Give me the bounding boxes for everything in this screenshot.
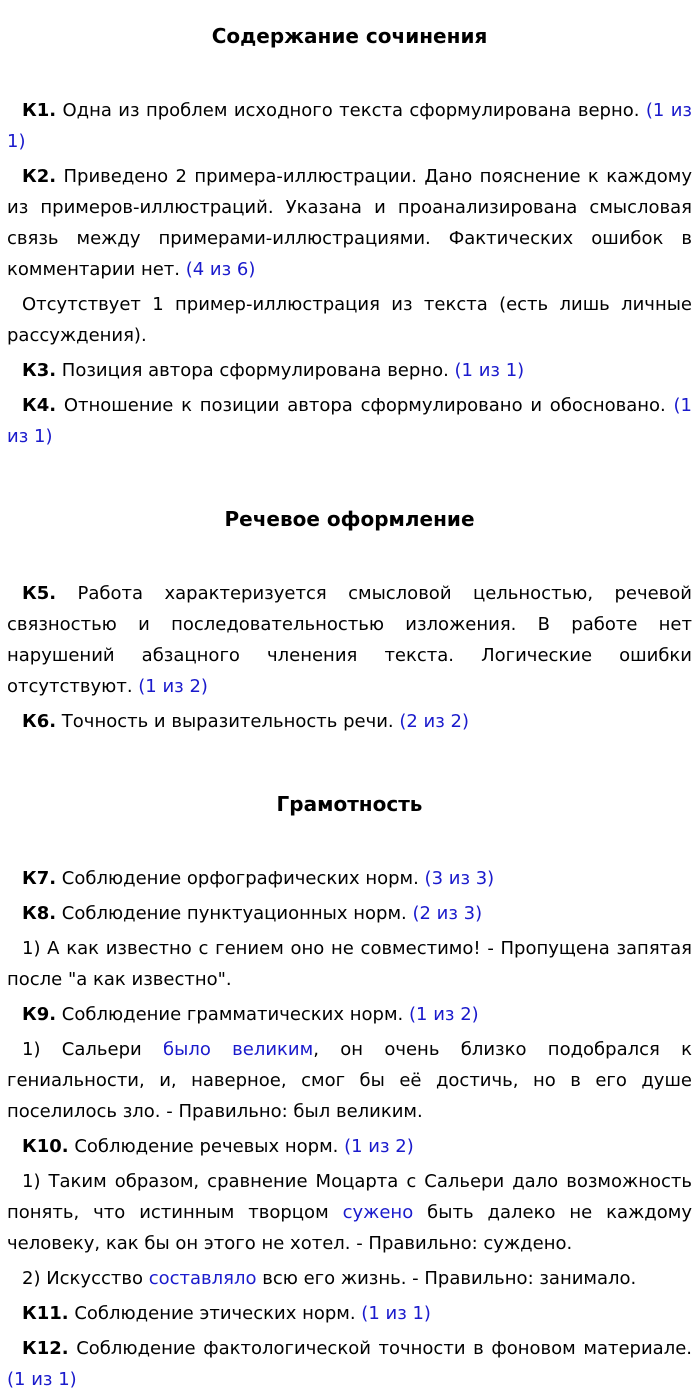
criterion-k11	[7, 1298, 692, 1329]
criterion-score: (2 из 2)	[399, 711, 470, 732]
criterion-text: Позиция автора сформулирована верно.	[56, 360, 455, 381]
criterion-score: (4 из 6)	[185, 259, 256, 280]
error-text: 1) Таким образом, сравнение Моцарта с Сальери дало возможность понять, что истинным творцом	[7, 1171, 692, 1223]
criterion-score: (1 из 1)	[361, 1303, 431, 1324]
criterion-score: (1 из 2)	[409, 1004, 479, 1025]
error-highlight: было великим	[163, 1039, 314, 1060]
criterion-k2	[7, 161, 692, 285]
criterion-number: К8.	[22, 903, 57, 924]
error-text: , он очень близко подобрался к гениальности, и, наверное, смог бы её достичь, но в его душе поселилось зло. - Правильно: был великим.	[7, 1039, 693, 1122]
error-highlight: составляло	[148, 1268, 257, 1289]
criterion-text: Одна из проблем исходного текста сформулирована верно.	[56, 100, 646, 121]
error-text: 1) Сальери	[22, 1039, 164, 1060]
error-text: быть далеко не каждому человеку, как бы он этого не хотел. - Правильно: суждено.	[7, 1202, 692, 1254]
criterion-score: (1 из 2)	[344, 1136, 414, 1157]
criterion-number: К3.	[22, 360, 57, 381]
criterion-number: К6.	[22, 711, 57, 732]
criterion-text: Отношение к позиции автора сформулировано и обосновано.	[56, 395, 674, 416]
criterion-text: Работа характеризуется смысловой цельностью, речевой связностью и последовательностью изложения. В работе нет нарушений абзацного членения текста. Логические ошибки отсутствуют.	[7, 583, 692, 697]
error-text: всю его жизнь. - Правильно: занимало.	[256, 1268, 637, 1289]
criterion-text: Соблюдение фактологической точности в фоновом материале.	[68, 1338, 692, 1359]
criterion-number: К5.	[22, 583, 57, 604]
criterion-text: Точность и выразительность речи.	[56, 711, 400, 732]
section-title-grammar: Грамотность	[276, 792, 423, 816]
criterion-text: Соблюдение пунктуационных норм.	[56, 903, 413, 924]
error-example	[7, 1034, 692, 1127]
criterion-text: Соблюдение этических норм.	[68, 1303, 362, 1324]
criterion-score: (1 из 1)	[7, 100, 693, 152]
criterion-k4	[7, 390, 692, 452]
criterion-k3	[7, 355, 692, 386]
criterion-score: (3 из 3)	[424, 868, 495, 889]
error-text: 2) Искусство	[22, 1268, 149, 1289]
criterion-k8	[7, 898, 692, 929]
error-highlight: сужено	[342, 1202, 414, 1223]
criterion-text: Соблюдение грамматических норм.	[56, 1004, 409, 1025]
error-example	[7, 1263, 692, 1294]
criterion-number: К10.	[22, 1136, 69, 1157]
criterion-text: Соблюдение орфографических норм.	[56, 868, 425, 889]
criterion-k7	[7, 863, 692, 894]
criterion-k10	[7, 1131, 692, 1162]
criterion-k5	[7, 578, 692, 702]
criterion-k9	[7, 999, 692, 1030]
criterion-number: К12.	[22, 1338, 69, 1359]
criterion-number: К2.	[22, 166, 57, 187]
criterion-number: К11.	[22, 1303, 69, 1324]
error-example: 1) А как известно с гением оно не совместимо! - Пропущена запятая после "а как известно".	[7, 938, 692, 990]
criterion-text: Соблюдение речевых норм.	[68, 1136, 345, 1157]
criterion-score: (1 из 1)	[7, 395, 692, 447]
criterion-score: (1 из 1)	[7, 1369, 77, 1390]
criterion-score: (2 из 3)	[412, 903, 483, 924]
criterion-number: К7.	[22, 868, 57, 889]
criterion-score: (1 из 2)	[138, 676, 208, 697]
section-title-content: Содержание сочинения	[211, 24, 488, 48]
criterion-text: Приведено 2 примера-иллюстрации. Дано пояснение к каждому из примеров-иллюстраций. Указана и проанализирована смысловая связь между примерами-иллюстрациями. Фактических ошибок в комментарии нет.	[7, 166, 692, 280]
criterion-k12	[7, 1333, 692, 1395]
criterion-k1	[7, 95, 692, 157]
criterion-note: Отсутствует 1 пример-иллюстрация из текста (есть лишь личные рассуждения).	[7, 294, 692, 346]
criterion-k6	[7, 706, 692, 737]
section-title-speech: Речевое оформление	[224, 507, 475, 531]
criterion-number: К4.	[22, 395, 57, 416]
criterion-number: К9.	[22, 1004, 57, 1025]
error-example	[7, 1166, 692, 1259]
criterion-number: К1.	[22, 100, 57, 121]
criterion-score: (1 из 1)	[454, 360, 525, 381]
